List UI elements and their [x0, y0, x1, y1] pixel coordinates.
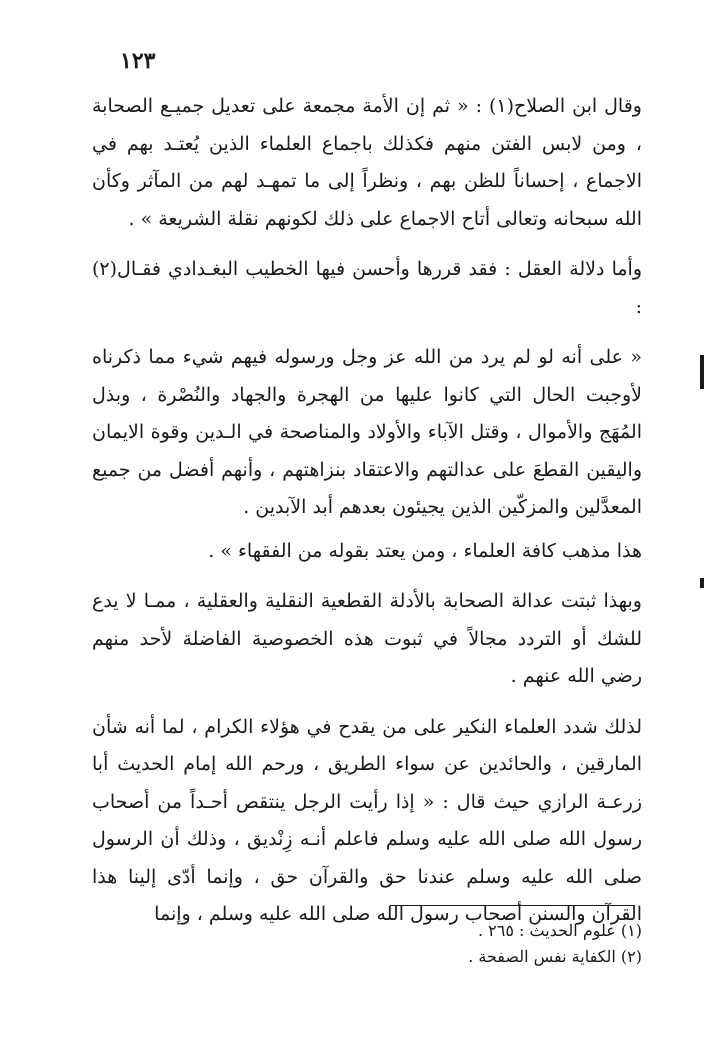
footnote-1: (١) علوم الحديث : ٢٦٥ . — [478, 921, 642, 940]
paragraph-abu-zura: لذلك شدد العلماء النكير على من يقدح في هؤلاء الكرام ، لما أنه شأن المارقين ، والحائدين عن سواء الطريق ، ورحم الله إمام الحديث أبا زرعـة الرازي حيث قال : « إذا رأيت الرجل ينتقص أحـداً من أصحاب رسول الله صلى الله عليه وسلم فاعلم أنـه زِنْديق ، وذلك أن الرسول صلى الله عليه وسلم عندنا حق والقرآن حق ، وإنما أدّى إلينا هذا القرآن والسنن أصحاب رسول الله صلى الله عليه وسلم ، وإنما — [92, 715, 642, 925]
scan-edge-mark — [700, 355, 704, 389]
paragraph-khatib-quote: « على أنه لو لم يرد من الله عز وجل ورسوله فيهم شيء مما ذكرناه لأوجبت الحال التي كانوا عليها من الهجرة والجهاد والنُصْرة ، وبذل المُهَج والأموال ، وقتل الآباء والأولاد والمناصحة في الـدين وقوة الايمان واليقين القطعَ على عدالتهم والاعتقاد بنزاهتهم ، وأنهم أفضل من جميع المعدَّلين والمزكّين الذين يجيئون بعدهم أبد الآبدين . — [92, 346, 642, 518]
scan-edge-mark — [700, 578, 704, 588]
page-number: ١٢٣ — [120, 48, 156, 74]
body-text — [92, 88, 642, 947]
paragraph-reason-evidence: وأما دلالة العقل : فقد قررها وأحسن فيها الخطيب البغـدادي فقـال(٢) : — [92, 258, 642, 318]
paragraph-companions-justice: وبهذا ثبتت عدالة الصحابة بالأدلة القطعية النقلية والعقلية ، ممـا لا يدع للشك أو التردد مجالاً في ثبوت هذه الخصوصية الفاضلة لأحد منهم رضي الله عنهم . — [92, 590, 642, 687]
paragraph-scholars-doctrine: هذا مذهب كافة العلماء ، ومن يعتد بقوله من الفقهاء » . — [208, 539, 642, 562]
footnote-2: (٢) الكفاية نفس الصفحة . — [468, 947, 642, 966]
paragraph-ibn-salah: وقال ابن الصلاح(١) : « ثم إن الأمة مجمعة على تعديل جميـع الصحابة ، ومن لابس الفتن منهم فكذلك باجماع العلماء الذين يُعتـد بهم في الاجماع ، إحساناً للظن بهم ، ونظراً إلى ما تمهـد لهم من المآثر وكأن الله سبحانه وتعالى أتاح الاجماع على ذلك لكونهم نقلة الشريعة » . — [92, 95, 642, 230]
footnote-divider — [390, 905, 635, 906]
footnotes — [342, 918, 642, 970]
